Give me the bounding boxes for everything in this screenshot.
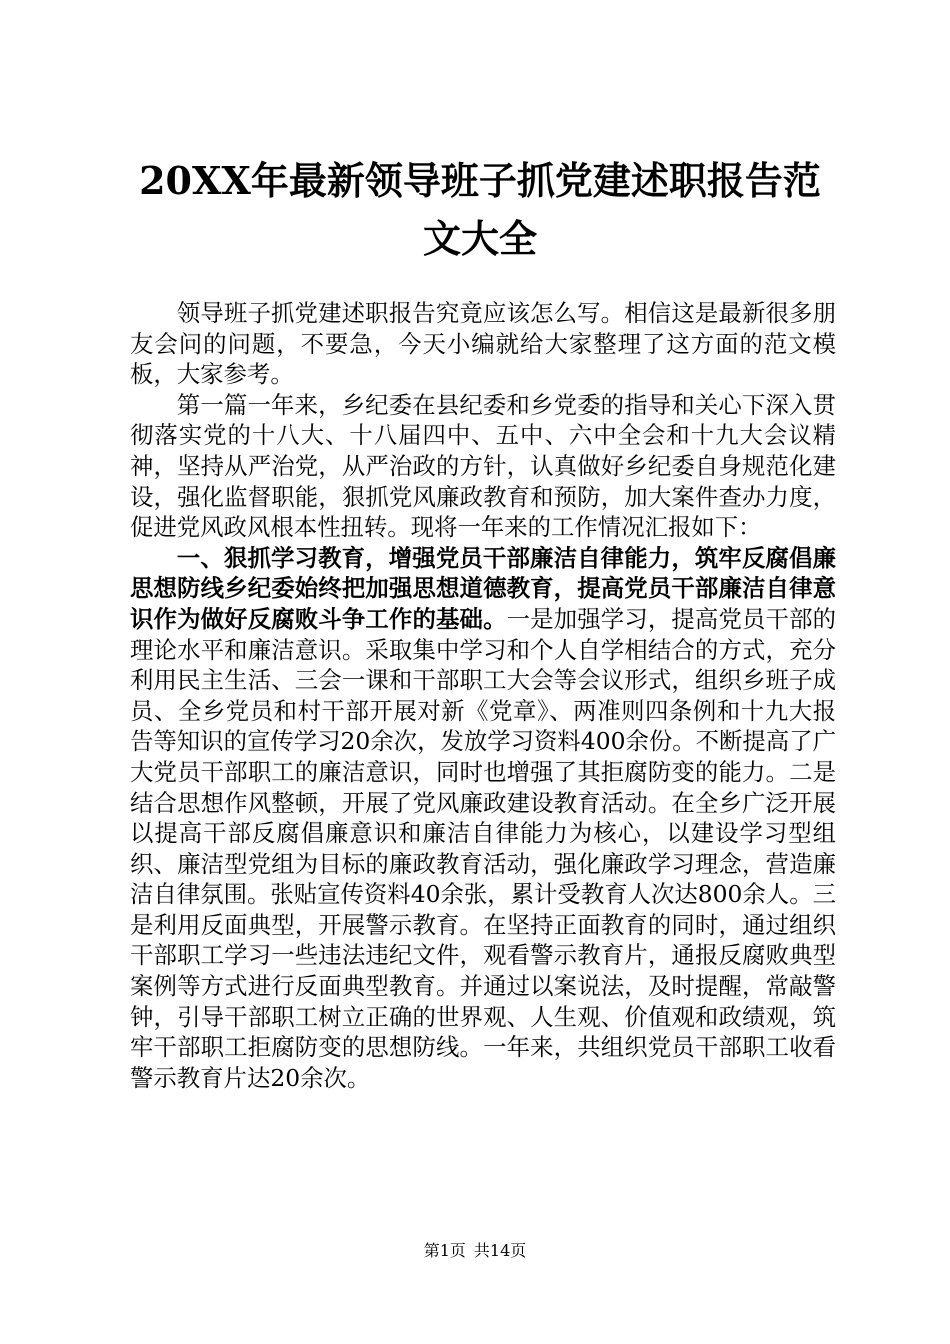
paragraph-text: 第一篇一年来，乡纪委在县纪委和乡党委的指导和关心下深入贯彻落实党的十八大、十八届四中、五中、六中全会和十九大会议精神，坚持从严治党，从严治政的方针，认真做好乡纪委自身规范化建设，强化监督职能，狠抓党风廉政教育和预防，加大案件查办力度，促进党风政风根本性扭转。现将一年来的工作情况汇报如下： <box>130 390 836 542</box>
paragraph-section-one <box>130 543 836 1094</box>
section-heading: 一、狠抓学习教育，增强党员干部廉洁自律能力，筑牢反腐倡廉思想防线乡纪委始终把加强思想道德教育，提高党员干部廉洁自律意识作为做好反腐败斗争工作的基础。 <box>130 543 836 633</box>
paragraph-intro <box>130 298 836 390</box>
page-footer <box>0 1240 950 1262</box>
page-number: 第1页 <box>423 1241 466 1260</box>
paragraph-first-section <box>130 390 836 543</box>
paragraph-text: 领导班子抓党建述职报告究竟应该怎么写。相信这是最新很多朋友会问的问题，不要急，今天小编就给大家整理了这方面的范文模板，大家参考。 <box>130 299 836 389</box>
document-body <box>130 298 836 1093</box>
page-total: 共14页 <box>473 1241 527 1260</box>
paragraph-text: 一是加强学习，提高党员干部的理论水平和廉洁意识。采取集中学习和个人自学相结合的方式，充分利用民主生活、三会一课和干部职工大会等会议形式，组织乡班子成员、全乡党员和村干部开展对新《党章》、两准则四条例和十九大报告等知识的宣传学习20余次，发放学习资料400余份。不断提高了广大党员干部职工的廉洁意识，同时也增强了其拒腐防变的能力。二是结合思想作风整顿，开展了党风廉政建设教育活动。在全乡广泛开展以提高干部反腐倡廉意识和廉洁自律能力为核心，以建设学习型组织、廉洁型党组为目标的廉政教育活动，强化廉政学习理念，营造廉洁自律氛围。张贴宣传资料40余张，累计受教育人次达800余人。三是利用反面典型，开展警示教育。在坚持正面教育的同时，通过组织干部职工学习一些违法违纪文件，观看警示教育片，通报反腐败典型案例等方式进行反面典型教育。并通过以案说法，及时提醒，常敲警钟，引导干部职工树立正确的世界观、人生观、价值观和政绩观，筑牢干部职工拒腐防变的思想防线。一年来，共组织党员干部职工收看警示教育片达20余次。 <box>130 604 837 1092</box>
document-title: 20XX年最新领导班子抓党建述职报告范文大全 <box>139 158 821 261</box>
